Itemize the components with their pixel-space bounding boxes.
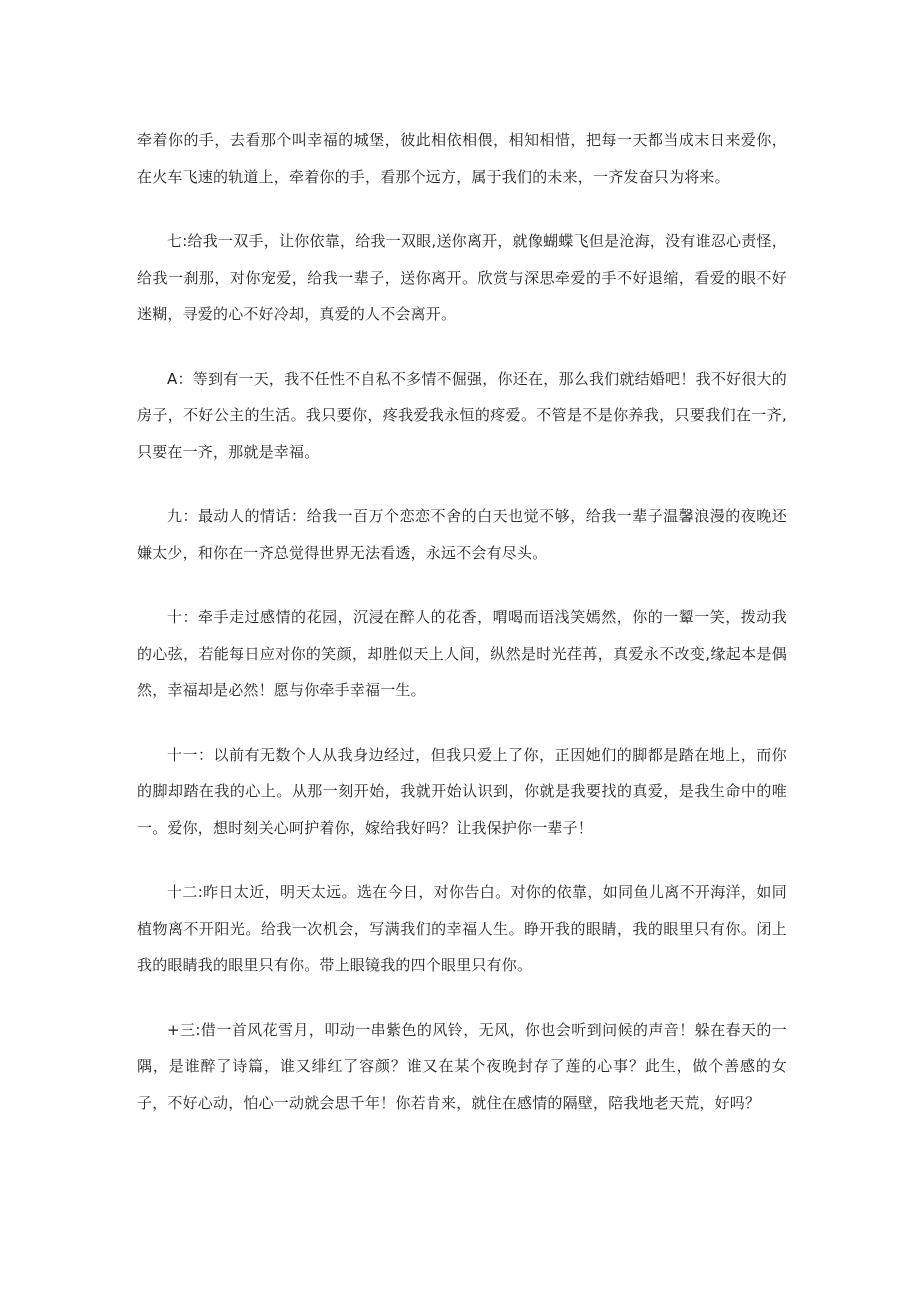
paragraph-nine: 九：最动人的情话：给我一百万个恋恋不舍的白天也觉不够，给我一辈子温馨浪漫的夜晚还嫌太少，和你在一齐总觉得世界无法看透，永远不会有尽头。 xyxy=(137,507,787,562)
paragraph-intro: 牵着你的手，去看那个叫幸福的城堡，彼此相依相偎，相知相惜，把每一天都当成末日来爱你，在火车飞速的轨道上，牵着你的手，看那个远方，属于我们的未来，一齐发奋只为将来。 xyxy=(137,131,787,186)
paragraph-ten: 十：牵手走过感情的花园，沉浸在醉人的花香，喟喝而语浅笑嫣然，你的一颦一笑，拨动我的心弦，若能每日应对你的笑颜，却胜似天上人间，纵然是时光荏苒，真爱永不改变,缘起本是偶然，幸福却是必然！愿与你牵手幸福一生。 xyxy=(137,608,787,699)
paragraph-eight: A：等到有一天，我不任性不自私不多情不倔强，你还在，那么我们就结婚吧！我不好很大的房子，不好公主的生活。我只要你，疼我爱我永恒的疼爱。不管是不是你养我，只要我们在一齐,只要在一齐，那就是幸福。 xyxy=(137,369,787,461)
document-body xyxy=(137,122,787,1149)
paragraph-twelve: 十二:昨日太近，明天太远。选在今日，对你告白。对你的依靠，如同鱼儿离不开海洋，如同植物离不开阳光。给我一次机会，写满我们的幸福人生。睁开我的眼睛，我的眼里只有你。闭上我的眼睛我的眼里只有你。带上眼镜我的四个眼里只有你。 xyxy=(137,883,787,974)
paragraph-seven: 七:给我一双手，让你依靠，给我一双眼,送你离开，就像蝴蝶飞但是沧海，没有谁忍心责怪，给我一刹那，对你宠爱，给我一辈子，送你离开。欣赏与深思牵爱的手不好退缩，看爱的眼不好迷糊，寻爱的心不好冷却，真爱的人不会离开。 xyxy=(137,232,787,323)
paragraph-thirteen: +三:借一首风花雪月，叩动一串紫色的风铃，无风，你也会听到问候的声音！躲在春天的一隅，是谁醉了诗篇，谁又绯红了容颜？谁又在某个夜晚封存了莲的心事？此生，做个善感的女子，不好心动，怕心一动就会思千年！你若肯来，就住在感情的隔壁，陪我地老天荒，好吗？ xyxy=(137,1020,787,1112)
paragraph-eleven: 十一：以前有无数个人从我身边经过，但我只爱上了你，正因她们的脚都是踏在地上，而你的脚却踏在我的心上。从那一刻开始，我就开始认识到，你就是我要找的真爱，是我生命中的唯一。爱你，想时刻关心呵护着你，嫁给我好吗？让我保护你一辈子！ xyxy=(137,745,787,837)
